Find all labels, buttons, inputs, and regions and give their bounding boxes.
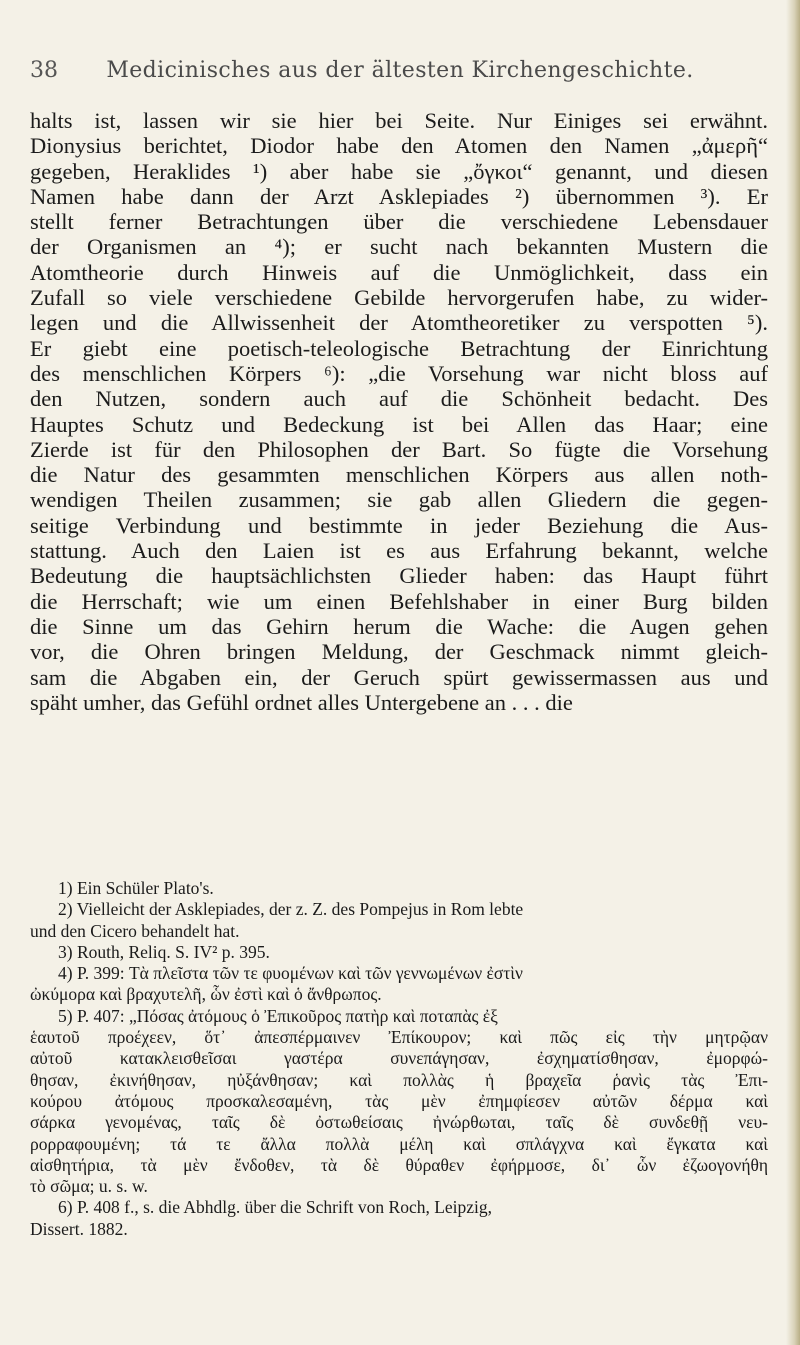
text-line: Namen habe dann der Arzt Asklepiades ²) übernommen ³). Er: [30, 183, 768, 209]
text-line: die Herrschaft; wie um einen Befehlshaber in einer Burg bilden: [30, 588, 768, 614]
footnote-5-cont: ἑαυτοῦ προέχεεν, ὅτ᾽ ἀπεσπέρμαινεν Ἐπίκουρον; καὶ πῶς εἰς τὴν μητρῷαν: [30, 1027, 768, 1048]
text-line: späht umher, das Gefühl ordnet alles Untergebene an . . . die: [30, 689, 573, 715]
footnote-5-cont: θησαν, ἐκινήθησαν, ηὐξάνθησαν; καὶ πολλὰς ἡ βραχεῖα ῥανὶς τὰς Ἐπι-: [30, 1069, 768, 1090]
text-line: Er giebt eine poetisch-teleologische Betrachtung der Einrichtung: [30, 335, 768, 361]
footnote-5-cont: τὸ σῶμα; u. s. w.: [30, 1176, 148, 1197]
page-header: [30, 54, 770, 88]
text-line: Bedeutung die hauptsächlichsten Glieder haben: das Haupt führt: [30, 563, 768, 589]
footnote-5-cont: αὐτοῦ κατακλεισθεῖσαι γαστέρα συνεπάγησαν, ἐσχηματίσθησαν, ἐμορφώ-: [30, 1048, 768, 1069]
text-line: stattung. Auch den Laien ist es aus Erfahrung bekannt, welche: [30, 538, 768, 564]
text-line: wendigen Theilen zusammen; sie gab allen Gliedern die gegen-: [30, 487, 768, 513]
footnote-1: 1) Ein Schüler Plato's.: [58, 878, 214, 898]
footnote-2: 2) Vielleicht der Asklepiades, der z. Z. des Pompejus in Rom lebte: [58, 899, 524, 920]
text-line: den Nutzen, sondern auch auf die Schönheit bedacht. Des: [30, 386, 768, 412]
footnote-6: 6) P. 408 f., s. die Abhdlg. über die Schrift von Roch, Leipzig,: [58, 1197, 493, 1218]
text-line: des menschlichen Körpers ⁶): „die Vorsehung war nicht bloss auf: [30, 360, 768, 386]
text-line: die Natur des gesammten menschlichen Körpers aus allen noth-: [30, 462, 768, 488]
main-text: [30, 108, 768, 715]
page-edge: [786, 0, 800, 1345]
footnote-3: 3) Routh, Reliq. S. IV² p. 395.: [58, 941, 270, 962]
text-line: halts ist, lassen wir sie hier bei Seite. Nur Einiges sei erwähnt.: [30, 108, 768, 133]
footnote-6-cont: Dissert. 1882.: [30, 1218, 128, 1239]
text-line: Dionysius berichtet, Diodor habe den Atomen den Namen „ἀμερῆ“: [30, 133, 768, 159]
text-line: die Sinne um das Gehirn herum die Wache: die Augen gehen: [30, 613, 768, 639]
page-number: 38: [30, 58, 58, 83]
footnote-4-cont: ὠκύμορα καὶ βραχυτελῆ, ὧν ἐστὶ καὶ ὁ ἄνθρωπος.: [30, 984, 382, 1005]
text-line: der Organismen an ⁴); er sucht nach bekannten Mustern die: [30, 234, 768, 260]
footnote-4: 4) P. 399: Τὰ πλεῖστα τῶν τε φυομένων καὶ τῶν γεννωμένων ἐστὶν: [58, 963, 523, 984]
text-line: stellt ferner Betrachtungen über die verschiedene Lebensdauer: [30, 209, 768, 235]
running-title: Medicinisches aus der ältesten Kirchengeschichte.: [106, 58, 694, 83]
footnotes: [30, 878, 768, 1240]
footnote-5-cont: κούρου ἀτόμους προσκαλεσαμένη, τὰς μὲν ἐπημφίεσεν αὐτῶν δέρμα καὶ: [30, 1090, 768, 1111]
text-line: vor, die Ohren bringen Meldung, der Geschmack nimmt gleich-: [30, 639, 768, 665]
text-line: Atomtheorie durch Hinweis auf die Unmöglichkeit, dass ein: [30, 259, 768, 285]
text-line: Zufall so viele verschiedene Gebilde hervorgerufen habe, zu wider-: [30, 285, 768, 311]
footnote-5: 5) P. 407: „Πόσας ἀτόμους ὁ Ἐπικοῦρος πατὴρ καὶ ποταπὰς ἐξ: [58, 1005, 498, 1026]
text-line: sam die Abgaben ein, der Geruch spürt gewissermassen aus und: [30, 664, 768, 690]
text-line: seitige Verbindung und bestimmte in jeder Beziehung die Aus-: [30, 512, 768, 538]
footnote-5-cont: αἰσθητήρια, τὰ μὲν ἔνδοθεν, τὰ δὲ θύραθεν ἐφήρμοσε, δι᾽ ὧν ἐζωογονήθη: [30, 1154, 768, 1175]
footnote-5-cont: σάρκα γενομένας, ταῖς δὲ ὀστωθείσαις ἠνώρθωται, ταῖς δὲ συνδεθῇ νευ-: [30, 1112, 768, 1133]
footnote-5-cont: ρορραφουμένη; τά τε ἄλλα πολλὰ μέλη καὶ σπλάγχνα καὶ ἔγκατα καὶ: [30, 1133, 768, 1154]
text-line: Zierde ist für den Philosophen der Bart. So fügte die Vorsehung: [30, 436, 768, 462]
text-line: Hauptes Schutz und Bedeckung ist bei Allen das Haar; eine: [30, 411, 768, 437]
text-line: gegeben, Heraklides ¹) aber habe sie „ὄγκοι“ genannt, und diesen: [30, 158, 768, 184]
footnote-2-cont: und den Cicero behandelt hat.: [30, 920, 240, 941]
text-line: legen und die Allwissenheit der Atomtheoretiker zu verspotten ⁵).: [30, 310, 768, 336]
